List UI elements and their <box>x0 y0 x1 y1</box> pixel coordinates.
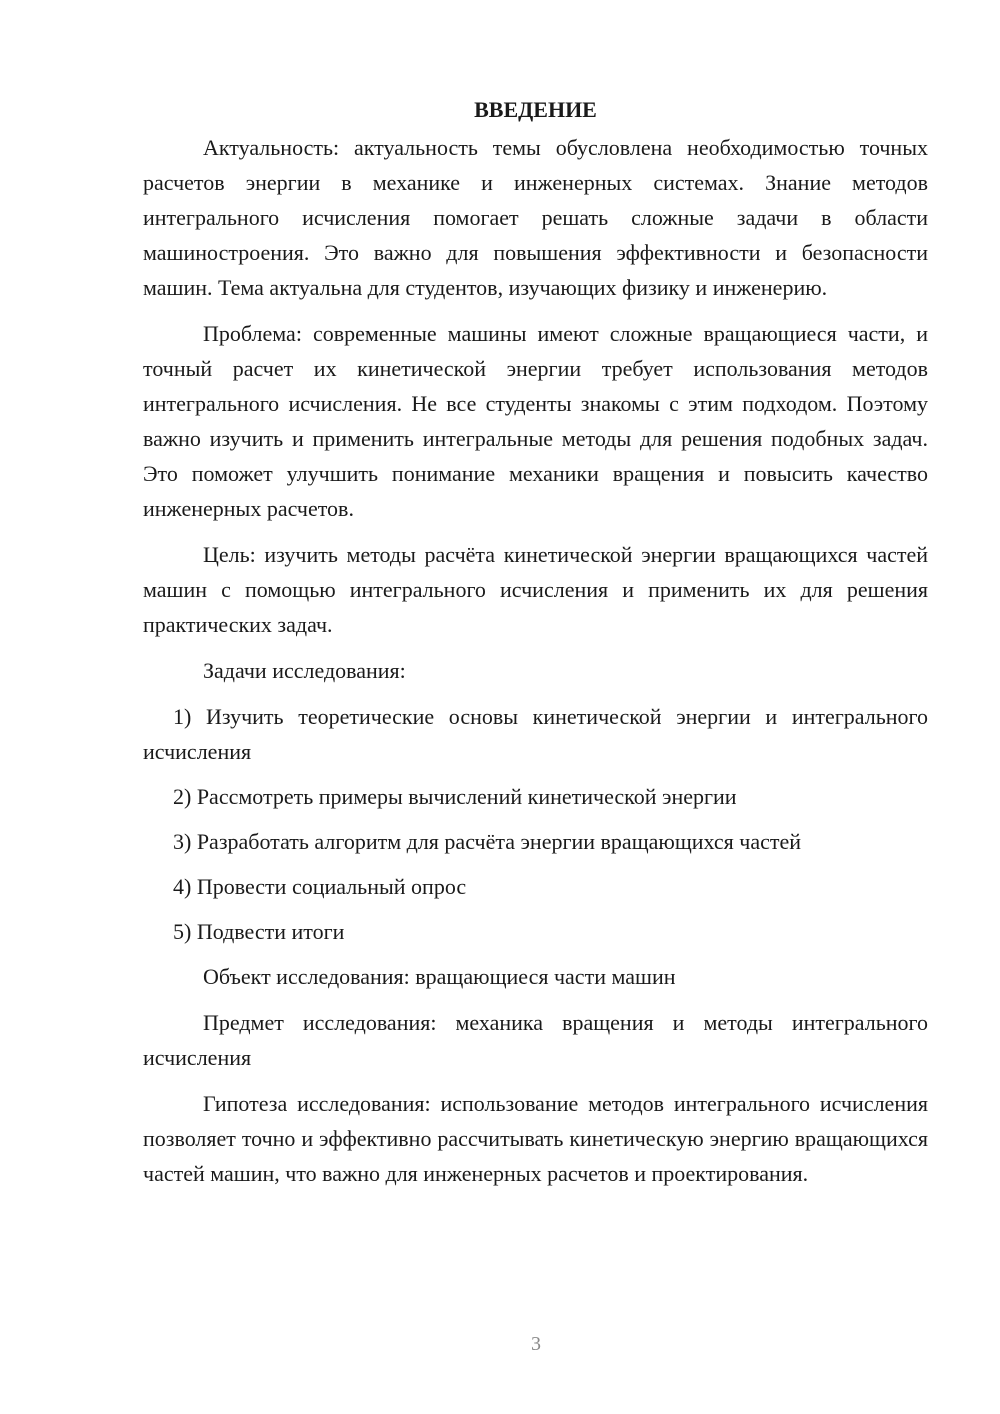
document-page <box>143 92 928 1202</box>
problem-paragraph: Проблема: современные машины имеют сложные вращающиеся части, и точный расчет их кинетической энергии требует использования методов интегрального исчисления. Не все студенты знакомы с этим подходом. Поэтому важно изучить и применить интегральные методы для решения подобных задач. Это поможет улучшить понимание механики вращения и повысить качество инженерных расчетов. <box>143 321 928 521</box>
tasks-list <box>143 699 928 949</box>
object-paragraph: Объект исследования: вращающиеся части машин <box>203 964 676 989</box>
section-heading: ВВЕДЕНИЕ <box>474 97 597 122</box>
list-item: 5) Подвести итоги <box>173 919 345 944</box>
page-number: 3 <box>531 1333 541 1355</box>
list-item: 1) Изучить теоретические основы кинетической энергии и интегрального исчисления <box>143 704 928 764</box>
list-item: 4) Провести социальный опрос <box>173 874 467 899</box>
list-item: 2) Рассмотреть примеры вычислений кинетической энергии <box>173 784 737 809</box>
tasks-heading: Задачи исследования: <box>203 658 406 683</box>
goal-paragraph: Цель: изучить методы расчёта кинетической энергии вращающихся частей машин с помощью интегрального исчисления и применить их для решения практических задач. <box>143 542 928 637</box>
list-item: 3) Разработать алгоритм для расчёта энергии вращающихся частей <box>173 829 802 854</box>
relevance-paragraph: Актуальность: актуальность темы обусловлена необходимостью точных расчетов энергии в механике и инженерных системах. Знание методов интегрального исчисления помогает решать сложные задачи в области машиностроения. Это важно для повышения эффективности и безопасности машин. Тема актуальна для студентов, изучающих физику и инженерию. <box>143 135 928 300</box>
hypothesis-paragraph: Гипотеза исследования: использование методов интегрального исчисления позволяет точно и эффективно рассчитывать кинетическую энергию вращающихся частей машин, что важно для инженерных расчетов и проектирования. <box>143 1091 928 1186</box>
subject-paragraph: Предмет исследования: механика вращения и методы интегрального исчисления <box>143 1010 928 1070</box>
